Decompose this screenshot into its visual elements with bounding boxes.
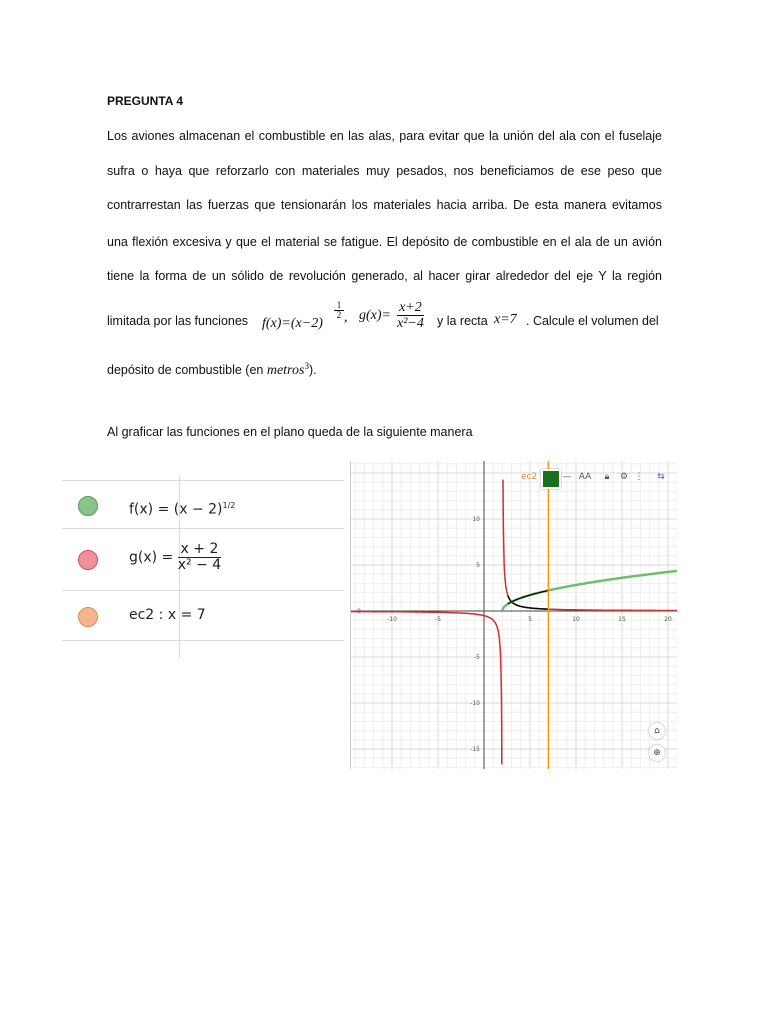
paragraph-line-6-lead: limitada por las funciones: [107, 314, 249, 328]
text-style-button[interactable]: AA: [578, 472, 592, 482]
recta-text: y la recta: [437, 314, 488, 328]
paragraph-line-6-tail: . Calcule el volumen del: [526, 314, 659, 328]
algebra-row-empty[interactable]: [62, 640, 344, 642]
f-visibility-toggle[interactable]: [78, 496, 98, 516]
lock-icon[interactable]: 🔒︎: [604, 472, 610, 482]
comma: ,: [344, 310, 348, 325]
algebra-row-ec2[interactable]: [62, 590, 344, 641]
g-curve-right: [503, 480, 677, 611]
y-tick-label: -5: [474, 654, 480, 661]
x-tick-label: 15: [618, 616, 626, 623]
zoom-icon[interactable]: ⊕: [649, 745, 665, 761]
y-tick-label: 10: [472, 516, 480, 523]
graph-canvas[interactable]: [351, 461, 677, 769]
graph-view[interactable]: [350, 461, 677, 769]
ec2-expression[interactable]: ec2 : x = 7: [129, 607, 206, 623]
y-tick-label: -15: [470, 746, 480, 753]
question-title: PREGUNTA 4: [107, 94, 184, 108]
subtitle: Al graficar las funciones en el plano queda de la siguiente manera: [107, 425, 473, 439]
gear-icon[interactable]: ⚙: [619, 472, 629, 482]
paragraph-line-4: una flexión excesiva y que el material se fatigue. El depósito de combustible en el ala de un avión: [107, 235, 662, 249]
paragraph-line-1: Los aviones almacenan el combustible en las alas, para evitar que la unión del ala con el fuselaje: [107, 129, 662, 143]
paragraph-line-3: contrarrestan las fuerzas que tensionarán los materiales hacia arriba. De esta manera evitamos: [107, 198, 662, 212]
paragraph-line-7: depósito de combustible (en metros$^3$).: [107, 361, 317, 379]
x-tick-label: -5: [435, 616, 441, 623]
g-visibility-toggle[interactable]: [78, 550, 98, 570]
f-exponent: 1 2: [334, 301, 344, 320]
color-picker-button[interactable]: [541, 469, 561, 489]
y-tick-label: 5: [476, 562, 480, 569]
algebra-row-f[interactable]: [62, 480, 344, 529]
paragraph-line-2: sufra o haya que reforzarlo con materiales muy pesados, nos beneficiamos de ese peso que: [107, 164, 662, 178]
g-fraction: $\frac{x+2}{\text{x²−4}}$: [397, 300, 424, 331]
algebra-panel: [62, 475, 344, 660]
g-expression[interactable]: g(x) = $\frac{x + 2}{\text{x² − 4}}$: [129, 541, 222, 573]
x-tick-label: 10: [572, 616, 580, 623]
y-tick-label: -10: [470, 700, 480, 707]
f-curve: [502, 570, 677, 611]
x-tick-label: 20: [664, 616, 672, 623]
axis-zero-label: 0: [357, 608, 361, 615]
paragraph-line-5: tiene la forma de un sólido de revolución generado, al hacer girar alrededor del eje Y la región: [107, 269, 662, 283]
f-definition: f(x)=(x−2): [262, 316, 323, 331]
algebra-row-g[interactable]: [62, 528, 344, 591]
region-lower-edge: [508, 596, 549, 610]
f-expression[interactable]: $f(x) = (x - 2)^{1/2}$: [129, 501, 236, 518]
ec2-visibility-toggle[interactable]: [78, 607, 98, 627]
close-style-bar-icon[interactable]: ⇆: [657, 472, 665, 482]
line-equation: x=7: [494, 312, 517, 327]
g-lhs: g(x)=: [359, 308, 391, 323]
line-style-button[interactable]: —: [562, 472, 572, 482]
home-icon[interactable]: ⌂: [649, 723, 665, 739]
object-label: ec2: [521, 472, 538, 482]
x-tick-label: 5: [528, 616, 532, 623]
more-menu-icon[interactable]: ⋮: [634, 472, 644, 482]
x-tick-label: -10: [387, 616, 397, 623]
